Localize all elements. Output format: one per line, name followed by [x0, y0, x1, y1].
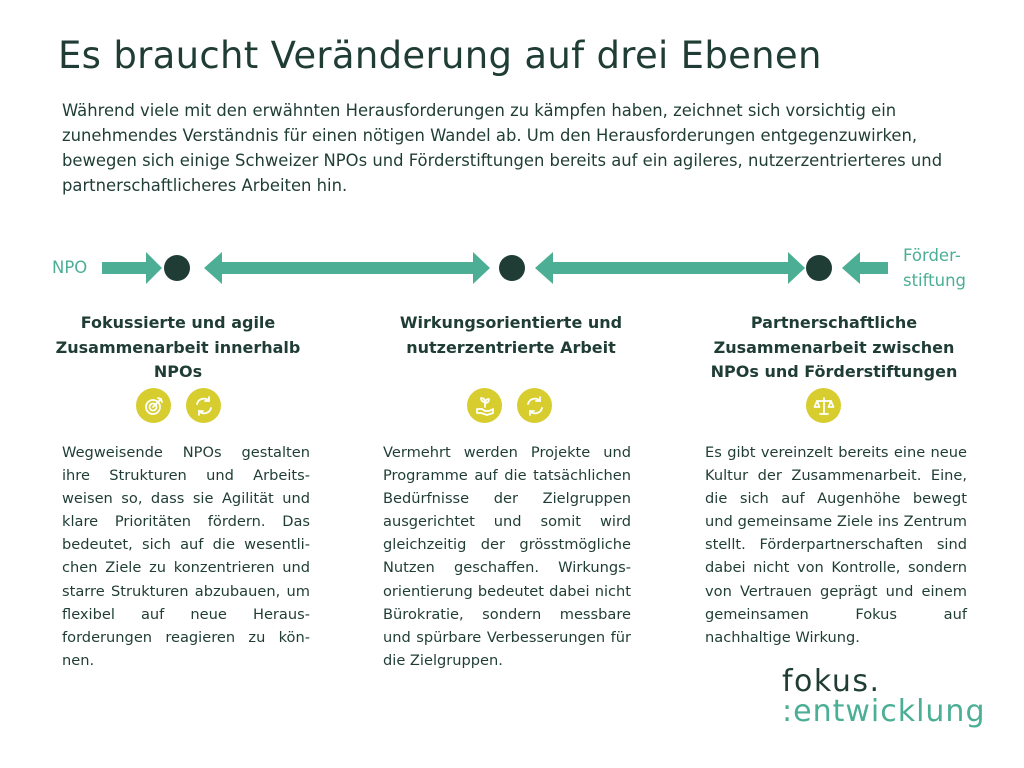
npo-label: NPO: [52, 258, 88, 277]
logo-line-1: fokus.: [782, 664, 881, 699]
cycle-arrows-icon: [517, 388, 552, 423]
column-2-icons: [467, 388, 552, 423]
arrow-dot1-to-dot2: [204, 252, 490, 284]
column-2-text: Vermehrt werden Projekte und Programme auf die tatsächlichen Bedürfnisse der Zielgruppen ausgerichtet und somit wird gleichzeitig der grösstmögliche Nutzen geschaffen. Wirkungsorientierung bedeutet dabei nicht Bürokratie, sondern messbare und spürbare Verbesserungen für die Zielgruppen.: [383, 444, 631, 669]
intro-paragraph: Während viele mit den erwähnten Herausforderungen zu kämpfen haben, zeichnet sich vorsichtig ein zunehmendes Verständnis für einen nötigen Wandel ab. Um den Herausforderungen entgegenzuwirken, bewegen sich einige Schweizer NPOs und Förderstiftungen bereits auf ein agileres, nutzerzentrierteres und partnerschaftlicheres Arbeiten hin.: [62, 101, 943, 195]
page-title: Es braucht Veränderung auf drei Ebenen: [58, 34, 822, 77]
column-1-title: Fokussierte und agile Zusammenarbeit innerhalb NPOs: [55, 313, 301, 381]
balance-scale-icon: [806, 388, 841, 423]
column-1-text: Wegweisende NPOs gestalten ihre Strukturen und Arbeitsweisen so, dass sie Agilität und klare Prioritäten fördern. Das bedeutet, sich auf die wesentlichen Ziele zu konzentrieren und starre Strukturen abzubauen, um flexibel auf neue Herausforderungen reagieren zu können.: [62, 444, 310, 669]
flow-dot-3: [806, 255, 832, 281]
foerderstiftung-label-line1: Förder-: [902, 246, 961, 265]
foerderstiftung-label-line2: stiftung: [902, 271, 966, 290]
fokus-entwicklung-logo: [782, 664, 986, 734]
column-3-title: Partnerschaftliche Zusammenarbeit zwischen NPOs und Förderstiftungen: [710, 313, 958, 381]
flow-diagram: [0, 240, 1024, 300]
column-3-text: Es gibt vereinzelt bereits eine neue Kultur der Zusammenarbeit. Eine, die sich auf Augenhöhe bewegt und gemeinsame Ziele ins Zentrum stellt. Förderpartnerschaften sind dabei nicht von Kontrolle, sondern von Vertrauen geprägt und einem gemeinsamen Fokus auf nachhaltige Wirkung.: [705, 444, 967, 646]
flow-dot-1: [164, 255, 190, 281]
target-arrow-icon: [136, 388, 171, 423]
flow-dot-2: [499, 255, 525, 281]
logo-line-2: :entwicklung: [782, 694, 986, 729]
column-1-icons: [136, 388, 221, 423]
arrow-foerderstiftung-to-dot3: [842, 252, 888, 284]
cycle-arrows-icon: [186, 388, 221, 423]
column-2-title: Wirkungsorientierte und nutzerzentrierte Arbeit: [399, 313, 623, 357]
column-3-icons: [806, 388, 841, 423]
hand-plant-icon: [467, 388, 502, 423]
arrow-npo-to-dot1: [102, 252, 162, 284]
arrow-dot2-to-dot3: [535, 252, 805, 284]
